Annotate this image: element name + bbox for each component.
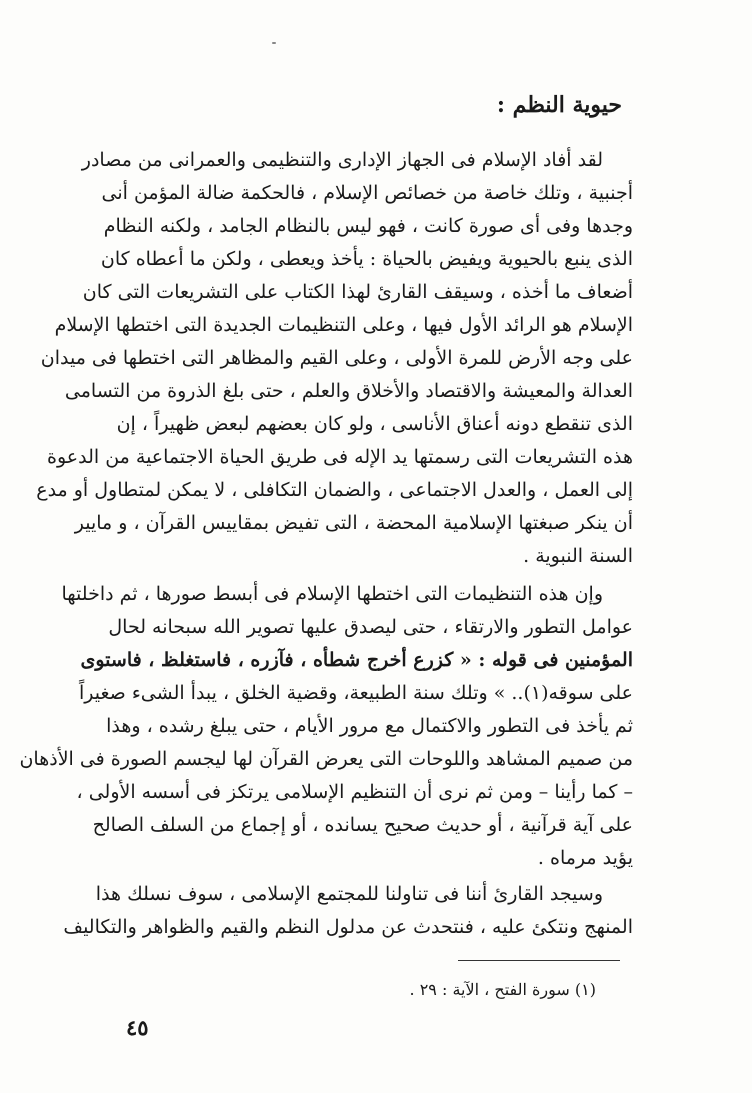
text-line: على سوقه(١).. » وتلك سنة الطبيعة، وقضية الخلق ، يبدأ الشىء صغيراً	[79, 682, 633, 704]
text-line: إلى العمل ، والعدل الاجتماعى ، والضمان التكافلى ، لا يمكن لمتطاول أو مدع	[36, 479, 633, 501]
scan-speck	[272, 42, 276, 44]
page-number: ٤٥	[126, 1015, 149, 1040]
text-line: لقد أفاد الإسلام فى الجهاز الإدارى والتنظيمى والعمرانى من مصادر	[81, 149, 603, 171]
footnote-divider	[458, 960, 620, 961]
text-line: أن ينكر صبغتها الإسلامية المحضة ، التى تفيض بمقاييس القرآن ، و مايير	[74, 512, 633, 534]
text-line: المنهج ونتكئ عليه ، فنتحدث عن مدلول النظم والقيم والظواهر والتكاليف	[63, 916, 633, 938]
text-line: السنة النبوية .	[523, 545, 633, 567]
text-line: الإسلام هو الرائد الأول فيها ، وعلى التنظيمات الجديدة التى اختطها الإسلام	[54, 314, 633, 336]
text-line: الذى ينبع بالحيوية ويفيض بالحياة : يأخذ ويعطى ، ولكن ما أعطاه كان	[100, 248, 633, 270]
quran-quote-line: المؤمنين فى قوله : « كزرع أخرج شطأه ، فآزره ، فاستغلظ ، فاستوى	[80, 649, 633, 671]
text-line: هذه التشريعات التى رسمتها يد الإله فى طريق الحياة الاجتماعية من الدعوة	[47, 446, 633, 468]
text-line: الذى تنقطع دونه أعناق الأناسى ، ولو كان بعضهم لبعض ظهيراً ، إن	[116, 413, 633, 435]
text-line: – كما رأينا – ومن ثم نرى أن التنظيم الإسلامى يرتكز فى أسسه الأولى ،	[76, 781, 633, 803]
text-line: من صميم المشاهد واللوحات التى يعرض القرآن لها ليجسم الصورة فى الأذهان	[19, 748, 633, 770]
text-line: وإن هذه التنظيمات التى اختطها الإسلام فى أبسط صورها ، ثم داخلتها	[61, 583, 603, 605]
footnote: (١) سورة الفتح ، الآية : ٢٩ .	[409, 980, 596, 999]
section-heading: حيوية النظم :	[496, 92, 622, 118]
text-line: أضعاف ما أخذه ، وسيقف القارئ لهذا الكتاب على التشريعات التى كان	[82, 281, 633, 303]
text-line: عوامل التطور والارتقاء ، حتى ليصدق عليها تصوير الله سبحانه لحال	[108, 616, 633, 638]
text-line: وجدها وفى أى صورة كانت ، فهو ليس بالنظام الجامد ، ولكنه النظام	[103, 215, 633, 237]
text-line: العدالة والمعيشة والاقتصاد والأخلاق والعلم ، حتى بلغ الذروة من التسامى	[64, 380, 633, 402]
text-line: ثم يأخذ فى التطور والاكتمال مع مرور الأيام ، حتى يبلغ رشده ، وهذا	[106, 715, 633, 737]
text-line: وسيجد القارئ أننا فى تناولنا للمجتمع الإسلامى ، سوف نسلك هذا	[95, 883, 603, 905]
text-line: يؤيد مرماه .	[537, 847, 633, 869]
text-line: على آية قرآنية ، أو حديث صحيح يسانده ، أو إجماع من السلف الصالح	[92, 814, 633, 836]
text-line: أجنبية ، وتلك خاصة من خصائص الإسلام ، فالحكمة ضالة المؤمن أنى	[101, 182, 633, 204]
text-line: على وجه الأرض للمرة الأولى ، وعلى القيم والمظاهر التى اختطها فى ميدان	[40, 347, 633, 369]
